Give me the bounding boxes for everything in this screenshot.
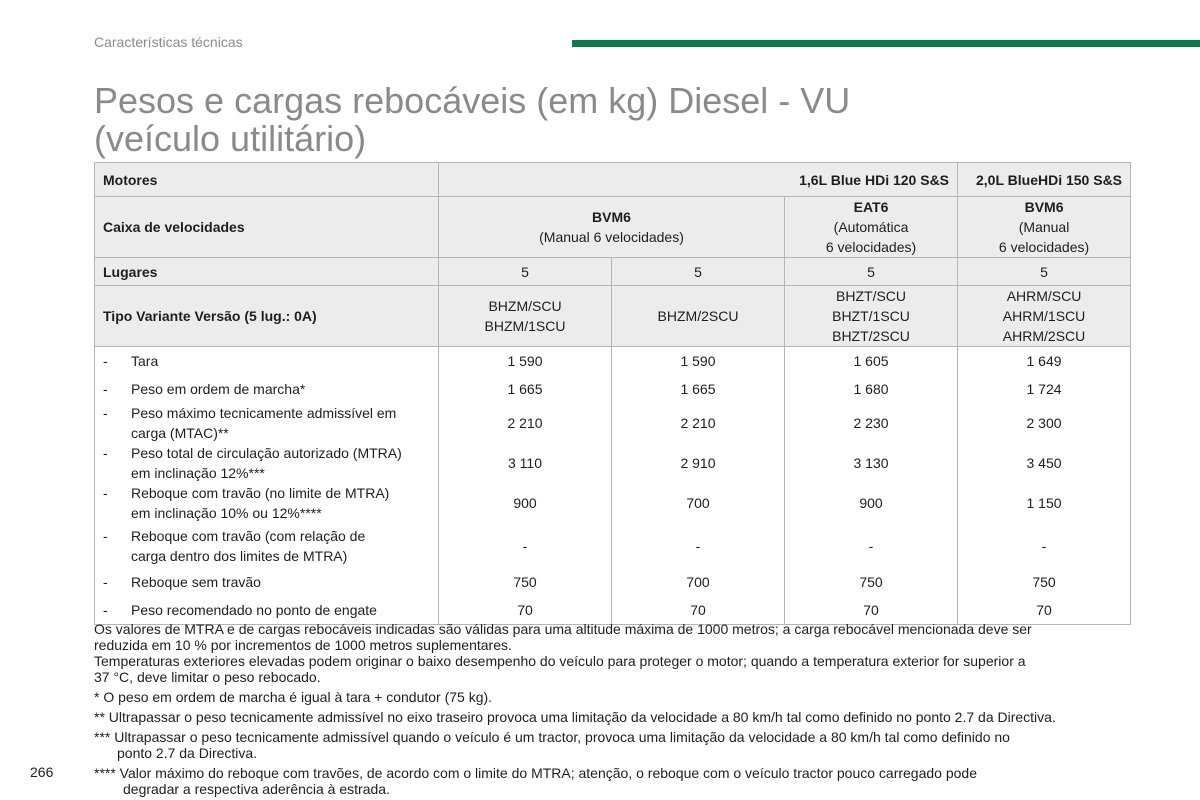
row-label: Reboque sem travão (131, 574, 261, 590)
row-value: 2 230 (785, 403, 958, 443)
variant-code: BHZM/2SCU (657, 308, 739, 324)
note-2: ** Ultrapassar o peso tecnicamente admissível no eixo traseiro provoca uma limitação da velocidade a 80 km/h tal como definido no ponto 2.7 da Directiva. (94, 709, 1056, 725)
row-bullet: - (103, 445, 108, 461)
note-4 (94, 765, 1134, 797)
variant-code: BHZT/2SCU (832, 328, 910, 344)
variant-cell (612, 286, 785, 347)
row-label-cell (95, 443, 439, 483)
note-text: degradar a respectiva aderência à estrada. (123, 781, 390, 797)
gearbox-name: BVM6 (592, 209, 631, 225)
seats-value: 5 (785, 258, 958, 286)
gearbox-row (95, 197, 1131, 258)
seats-value: 5 (958, 258, 1131, 286)
table-row (95, 375, 1131, 403)
row-value: 3 130 (785, 443, 958, 483)
variant-cell (958, 286, 1131, 347)
row-value: - (612, 523, 785, 568)
note-text: **** Valor máximo do reboque com travões, de acordo com o limite do MTRA; atenção, o reboque com o veículo tractor pouco carregado pode (94, 765, 977, 781)
note-altitude (94, 621, 1134, 653)
row-label: Reboque com travão (no limite de MTRA) (131, 485, 390, 501)
row-value: 1 590 (439, 347, 612, 376)
row-value: 3 110 (439, 443, 612, 483)
row-value: 1 150 (958, 483, 1131, 523)
row-label: carga dentro dos limites de MTRA) (131, 547, 348, 564)
seats-label: Lugares (95, 258, 439, 286)
engine-2-header: 2,0L BlueHDi 150 S&S (958, 163, 1131, 197)
row-label-cell (95, 568, 439, 596)
gearbox-desc: (Manual 6 velocidades) (539, 229, 684, 245)
row-label: Peso total de circulação autorizado (MTRA) (131, 445, 402, 461)
row-value: 70 (958, 596, 1131, 625)
row-value: 1 665 (612, 375, 785, 403)
row-label: Peso recomendado no ponto de engate (131, 602, 377, 618)
row-value: 2 300 (958, 403, 1131, 443)
row-value: - (785, 523, 958, 568)
variant-code: BHZM/1SCU (484, 318, 566, 334)
row-label: em inclinação 12%*** (131, 465, 265, 481)
gearbox-cell-3 (958, 197, 1131, 258)
page-title (94, 82, 850, 158)
row-value: 1 680 (785, 375, 958, 403)
weights-table (94, 162, 1131, 625)
row-label: carga (MTAC)** (131, 425, 229, 441)
seats-value: 5 (439, 258, 612, 286)
row-value: 1 665 (439, 375, 612, 403)
gearbox-desc: (Manual (1018, 219, 1070, 235)
row-bullet: - (103, 405, 108, 421)
row-value: 70 (439, 596, 612, 625)
footnotes (94, 621, 1134, 797)
engine-1-header: 1,6L Blue HDi 120 S&S (439, 163, 958, 197)
note-text: ponto 2.7 da Directiva. (117, 745, 258, 761)
table-row (95, 568, 1131, 596)
row-bullet: - (103, 381, 108, 397)
row-value: 2 210 (612, 403, 785, 443)
data-rows (95, 347, 1131, 625)
gearbox-desc: (Automática (833, 219, 909, 235)
gearbox-cell-1 (439, 197, 785, 258)
note-text: Temperaturas exteriores elevadas podem originar o baixo desempenho do veículo para proteger o motor; quando a temperatura exterior for superior a (94, 653, 1026, 669)
row-label: Reboque com travão (com relação de (131, 527, 366, 544)
page-title-line-2: (veículo utilitário) (94, 118, 367, 159)
gearbox-cell-2 (785, 197, 958, 258)
row-label-cell (95, 347, 439, 376)
variant-code: BHZM/SCU (488, 298, 562, 314)
variant-code: AHRM/SCU (1006, 288, 1082, 304)
note-text: 37 °C, deve limitar o peso rebocado. (94, 669, 321, 685)
row-value: 70 (612, 596, 785, 625)
row-value: 70 (785, 596, 958, 625)
variant-row (95, 286, 1131, 347)
row-value: 750 (958, 568, 1131, 596)
page-title-line-1: Pesos e cargas rebocáveis (em kg) Diesel - VU (94, 80, 851, 121)
row-value: 2 210 (439, 403, 612, 443)
row-value: 3 450 (958, 443, 1131, 483)
row-value: 1 649 (958, 347, 1131, 376)
row-value: 900 (439, 483, 612, 523)
row-label: Peso em ordem de marcha* (131, 381, 306, 397)
row-label: Tara (131, 353, 159, 369)
seats-value: 5 (612, 258, 785, 286)
gearbox-name: BVM6 (1024, 199, 1064, 215)
variant-code: BHZT/1SCU (832, 308, 910, 324)
row-bullet: - (103, 527, 108, 544)
table-row (95, 403, 1131, 443)
note-text: reduzida em 10 % por incrementos de 1000 metros suplementares. (94, 637, 512, 653)
row-label-cell (95, 523, 439, 568)
row-value: 1 724 (958, 375, 1131, 403)
row-value: 2 910 (612, 443, 785, 483)
row-label-cell (95, 483, 439, 523)
table-row (95, 347, 1131, 376)
row-bullet: - (103, 602, 108, 618)
row-value: 750 (439, 568, 612, 596)
row-label-cell (95, 403, 439, 443)
row-label: Peso máximo tecnicamente admissível em (131, 405, 397, 421)
row-bullet: - (103, 574, 108, 590)
row-bullet: - (103, 353, 108, 369)
row-label: em inclinação 10% ou 12%**** (131, 505, 322, 521)
note-temperature (94, 653, 1134, 685)
engines-label: Motores (95, 163, 439, 197)
variant-cell (785, 286, 958, 347)
header-accent-rule (572, 40, 1200, 47)
variant-label: Tipo Variante Versão (5 lug.: 0A) (95, 286, 439, 347)
row-value: - (439, 523, 612, 568)
variant-code: AHRM/2SCU (1002, 328, 1086, 344)
variant-code: AHRM/1SCU (1002, 308, 1086, 324)
note-1: * O peso em ordem de marcha é igual à tara + condutor (75 kg). (94, 689, 493, 705)
row-value: 1 590 (612, 347, 785, 376)
row-bullet: - (103, 485, 108, 501)
seats-row (95, 258, 1131, 286)
note-text: Os valores de MTRA e de cargas rebocáveis indicadas são válidas para uma altitude máxima de 1000 metros; a carga rebocável mencionada deve ser (94, 621, 1032, 637)
note-3 (94, 729, 1134, 761)
table-row (95, 483, 1131, 523)
row-value: 700 (612, 483, 785, 523)
gearbox-desc: 6 velocidades) (825, 239, 917, 255)
page-number: 266 (30, 764, 54, 780)
note-text: *** Ultrapassar o peso tecnicamente admissível quando o veículo é um tractor, provoca uma limitação da velocidade a 80 km/h tal como definido no (94, 729, 1010, 745)
row-value: 900 (785, 483, 958, 523)
table-row (95, 523, 1131, 568)
section-label: Características técnicas (94, 34, 243, 50)
engines-row (95, 163, 1131, 197)
row-value: 750 (785, 568, 958, 596)
gearbox-name: EAT6 (853, 199, 889, 215)
row-value: 700 (612, 568, 785, 596)
row-label-cell (95, 375, 439, 403)
gearbox-desc: 6 velocidades) (998, 239, 1090, 255)
variant-code: BHZT/SCU (836, 288, 907, 304)
variant-cell (439, 286, 612, 347)
table-row (95, 443, 1131, 483)
row-value: - (958, 523, 1131, 568)
row-value: 1 605 (785, 347, 958, 376)
gearbox-label: Caixa de velocidades (95, 197, 439, 258)
